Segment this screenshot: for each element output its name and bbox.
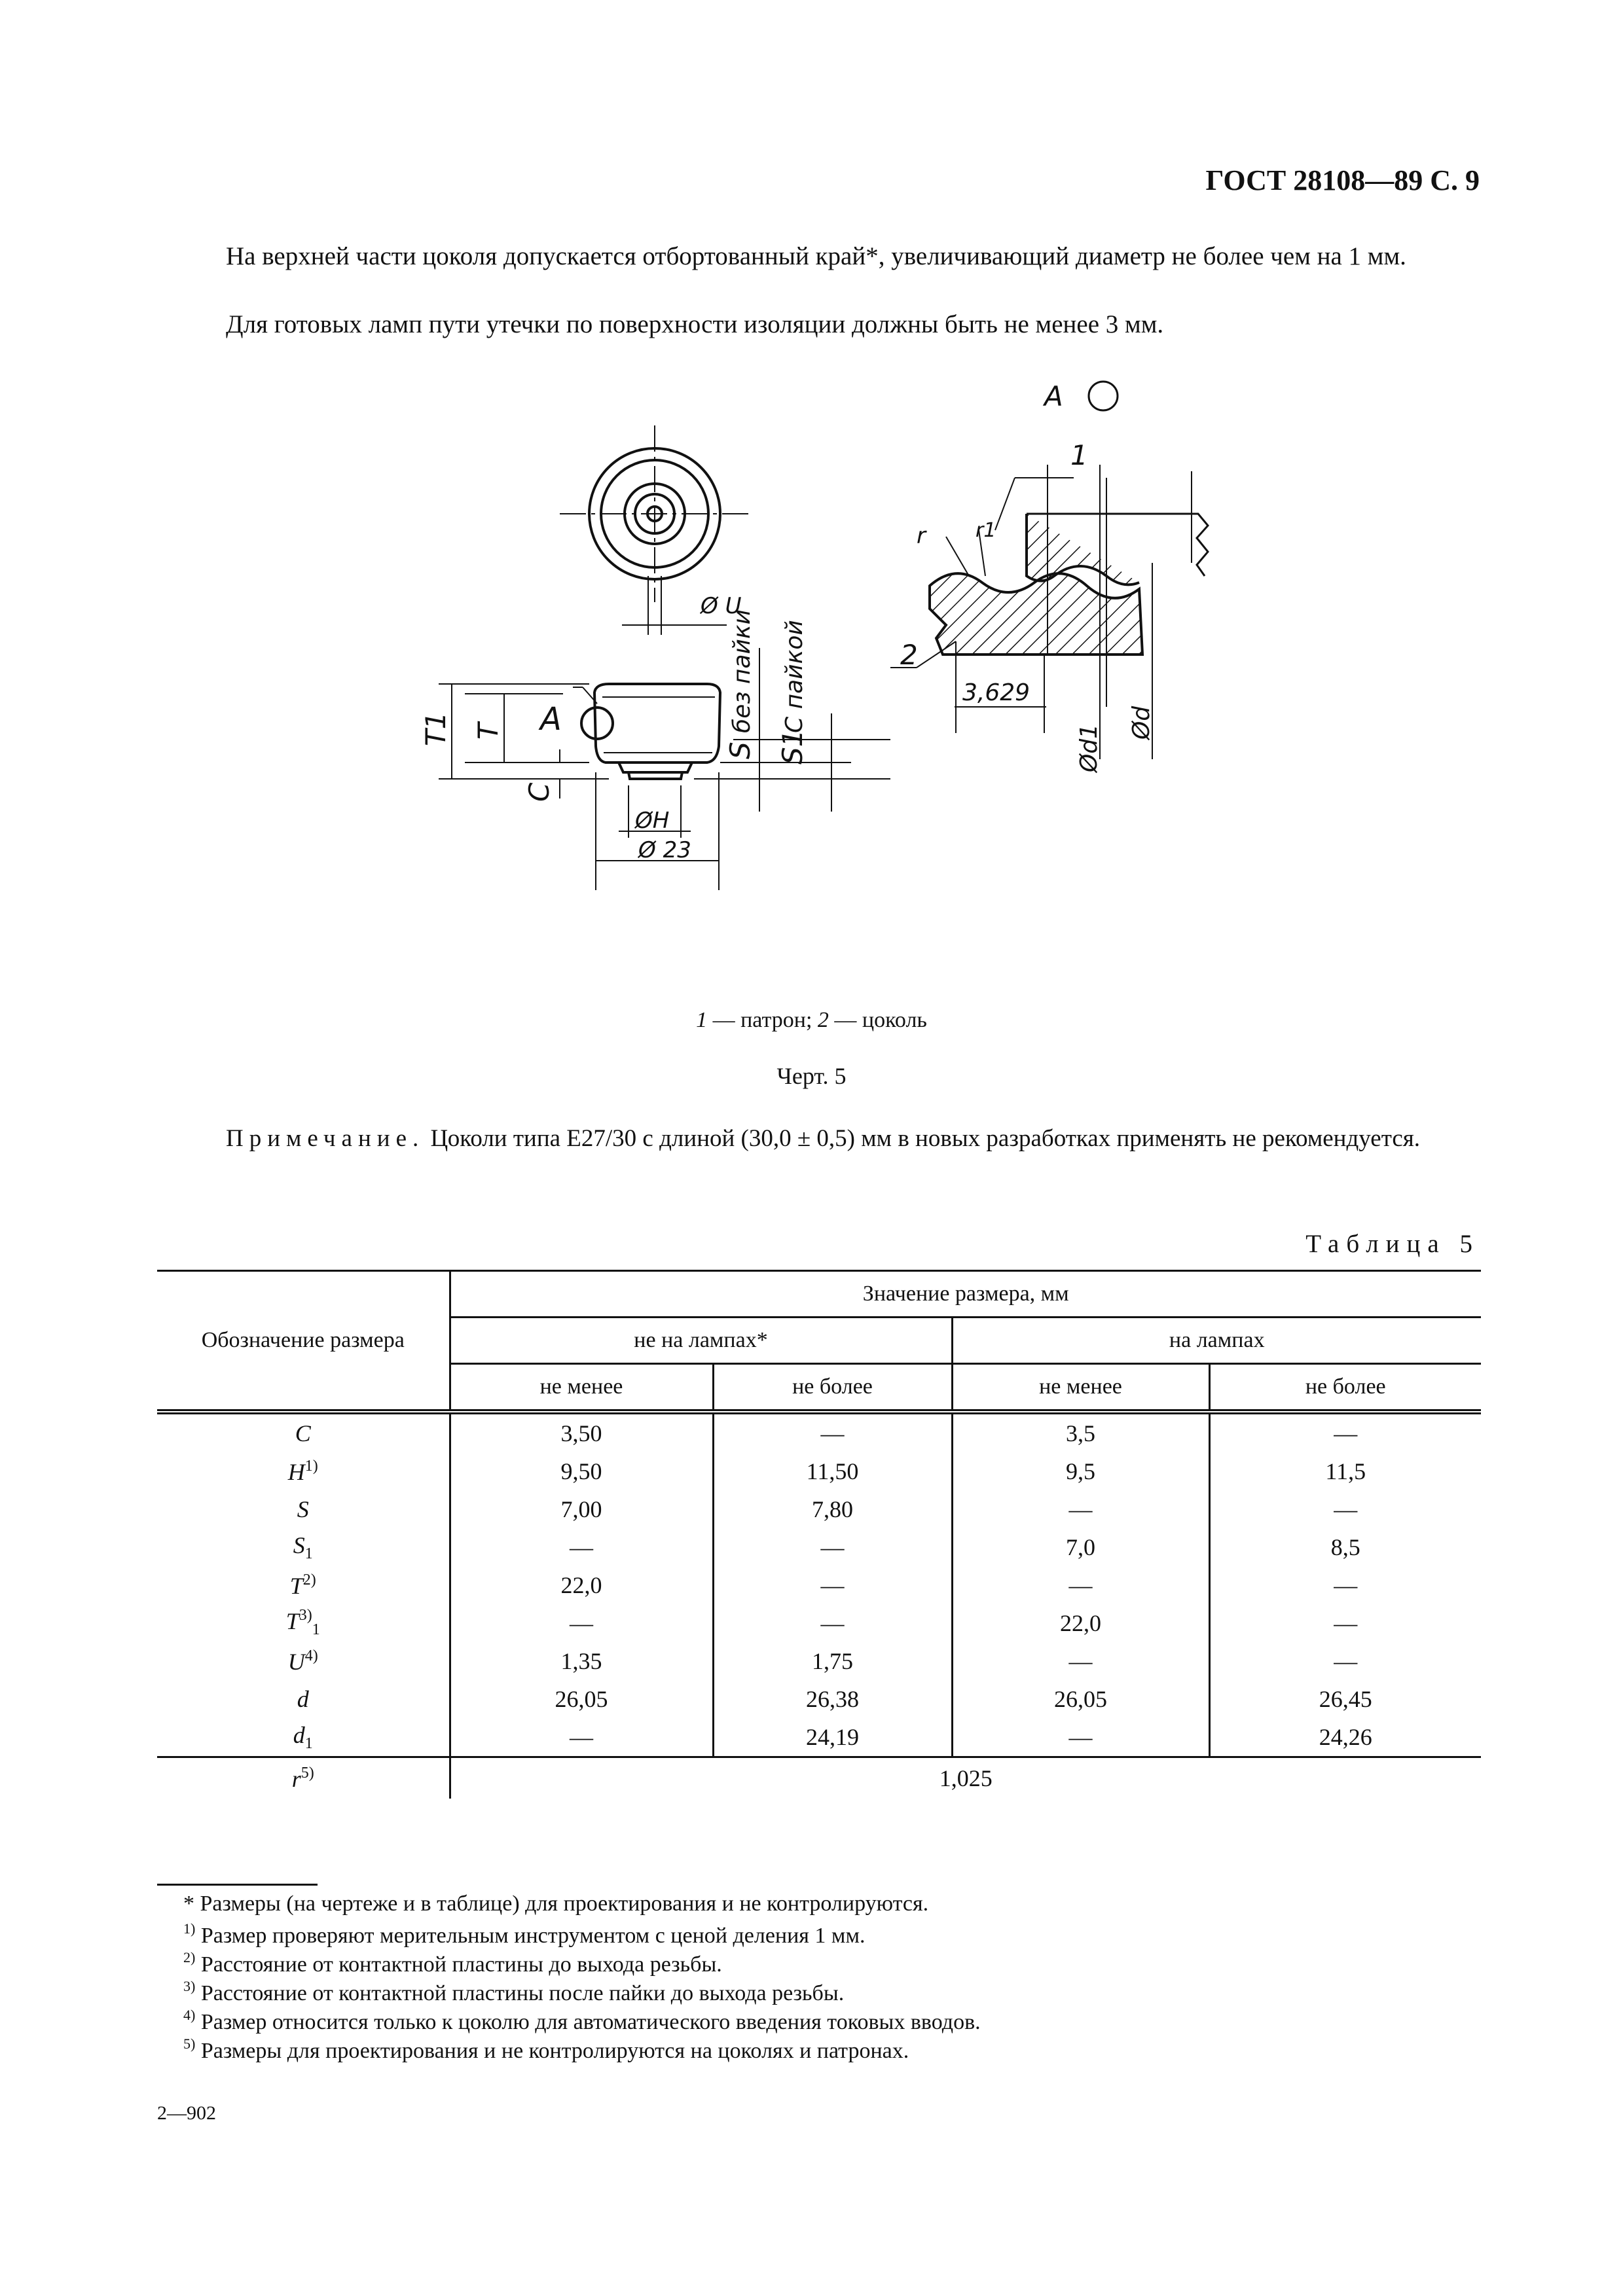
table-cell: — (713, 1528, 952, 1566)
label-d: Ød (1128, 706, 1155, 740)
view-label-a: A (1044, 380, 1063, 412)
note-text: Цоколи типа Е27/30 с длиной (30,0 ± 0,5) мм в новых разработках применять не рекомендуется. (430, 1125, 1421, 1152)
col-header-value: Значение размера, мм (450, 1271, 1481, 1318)
paragraph-2: Для готовых ламп пути утечки по поверхности изоляции должны быть не менее 3 мм. (226, 310, 1164, 338)
table-cell: — (713, 1604, 952, 1642)
row-symbol: S (297, 1496, 309, 1522)
footnote: $^{4)}$ Размер относится только к цоколю для автоматического введения токовых вводов. (183, 2007, 981, 2034)
label-u: Ø U (701, 593, 742, 619)
table-row (157, 1452, 1481, 1490)
row-symbol: $T^{3)}_1$ (285, 1607, 320, 1639)
table-row (157, 1412, 1481, 1452)
row-symbol: $S_1$ (293, 1532, 313, 1563)
label-d23: Ø 23 (638, 837, 691, 863)
table-row (157, 1566, 1481, 1604)
table-cell: — (1209, 1566, 1481, 1604)
table-cell: 9,5 (952, 1452, 1209, 1490)
footnote: $^{2)}$ Расстояние от контактной пластины до выхода резьбы. (183, 1949, 722, 1977)
figure-caption: Черт. 5 (776, 1063, 847, 1089)
label-t1: T1 (420, 711, 452, 746)
table-cell: 26,05 (450, 1680, 713, 1718)
detail-a (890, 382, 1208, 759)
footnote-divider (157, 1884, 318, 1886)
label-t: T (472, 723, 504, 740)
table-cell: 1,35 (450, 1642, 713, 1680)
label-pitch: 3,629 (962, 679, 1030, 706)
table-cell: 11,50 (713, 1452, 952, 1490)
subheader-max: не более (713, 1364, 952, 1412)
note (157, 1122, 1480, 1155)
table-cell: — (952, 1566, 1209, 1604)
label-c: C (523, 782, 555, 802)
legend-2-text: — цоколь (834, 1008, 927, 1032)
table-row (157, 1680, 1481, 1718)
table-cell: — (1209, 1412, 1481, 1452)
table-cell: — (713, 1566, 952, 1604)
table-row (157, 1718, 1481, 1757)
legend-2-num: 2 (817, 1008, 829, 1032)
technical-drawing (393, 367, 1257, 1008)
table-cell: — (952, 1718, 1209, 1757)
table-cell: — (450, 1604, 713, 1642)
table-cell: 24,19 (713, 1718, 952, 1757)
subheader-max: не более (1209, 1364, 1481, 1412)
row-symbol: $T^{2)}$ (289, 1571, 316, 1599)
subheader-min: не менее (450, 1364, 713, 1412)
table-cell: — (450, 1718, 713, 1757)
figure-legend (0, 1008, 1623, 1033)
table-cell: 7,0 (952, 1528, 1209, 1566)
label-2: 2 (900, 639, 918, 671)
group-header-not-lamp: не на лампах* (450, 1318, 952, 1364)
legend-1-num: 1 (696, 1008, 708, 1032)
table-caption: Таблица 5 (1305, 1230, 1480, 1258)
table-cell: 26,05 (952, 1680, 1209, 1718)
row-symbol: $U^{4)}$ (287, 1647, 318, 1675)
table-cell: 26,38 (713, 1680, 952, 1718)
label-s1: S1 (776, 729, 809, 764)
table-cell: 11,5 (1209, 1452, 1481, 1490)
table-row (157, 1528, 1481, 1566)
label-no-solder: без пайки (729, 609, 756, 733)
footnote: $^{5)}$ Размеры для проектирования и не контролируются на цоколях и патронах. (183, 2036, 909, 2063)
table-cell: 9,50 (450, 1452, 713, 1490)
row-symbol: d (297, 1686, 309, 1712)
page-header: ГОСТ 28108—89 С. 9 (1205, 164, 1480, 196)
spec-table (157, 1270, 1481, 1799)
paragraph-1: На верхней части цоколя допускается отбортованный край*, увеличивающий диаметр не более чем на 1 мм. (226, 242, 1406, 270)
table-cell: 26,45 (1209, 1680, 1481, 1718)
table-cell: 8,5 (1209, 1528, 1481, 1566)
label-s: S (724, 742, 756, 759)
page-code: 2—902 (157, 2102, 216, 2124)
table-cell: 24,26 (1209, 1718, 1481, 1757)
label-d1: Ød1 (1076, 723, 1103, 772)
table-row (157, 1604, 1481, 1642)
table-cell: — (713, 1412, 952, 1452)
table-cell: 22,0 (952, 1604, 1209, 1642)
footnote: * Размеры (на чертеже и в таблице) для проектирования и не контролируются. (183, 1892, 929, 1916)
label-with-solder: С пайкой (781, 620, 808, 733)
table-row (157, 1490, 1481, 1528)
table-cell: — (1209, 1642, 1481, 1680)
table-cell: — (1209, 1490, 1481, 1528)
footnote: $^{1)}$ Размер проверяют мерительным инструментом с ценой деления 1 мм. (183, 1920, 866, 1948)
subheader-min: не менее (952, 1364, 1209, 1412)
row-symbol: C (295, 1420, 311, 1446)
table-cell: 1,75 (713, 1642, 952, 1680)
table-row (157, 1642, 1481, 1680)
group-header-lamp: на лампах (952, 1318, 1481, 1364)
table-cell: 3,50 (450, 1412, 713, 1452)
table-cell: — (952, 1642, 1209, 1680)
table-cell: 22,0 (450, 1566, 713, 1604)
table-cell: 3,5 (952, 1412, 1209, 1452)
table-cell: 7,00 (450, 1490, 713, 1528)
row-symbol: $d_1$ (293, 1721, 313, 1753)
table-cell: — (450, 1528, 713, 1566)
table-cell: 7,80 (713, 1490, 952, 1528)
row-symbol: $H^{1)}$ (287, 1457, 318, 1485)
label-h: ØH (635, 808, 670, 834)
table-cell: — (952, 1490, 1209, 1528)
col-header-symbol: Обозначение размера (157, 1271, 450, 1412)
last-row-value: 1,025 (450, 1757, 1481, 1799)
last-row-symbol: $r^{5)}$ (291, 1764, 314, 1792)
label-1: 1 (1070, 439, 1088, 471)
label-r: r (917, 523, 926, 549)
note-label: Примечание. (226, 1125, 425, 1152)
footnote: $^{3)}$ Расстояние от контактной пластины после пайки до выхода резьбы. (183, 1978, 845, 2005)
table-cell: — (1209, 1604, 1481, 1642)
legend-1-text: — патрон; (712, 1008, 812, 1032)
label-r1: r1 (976, 519, 996, 542)
label-a: A (540, 701, 562, 738)
